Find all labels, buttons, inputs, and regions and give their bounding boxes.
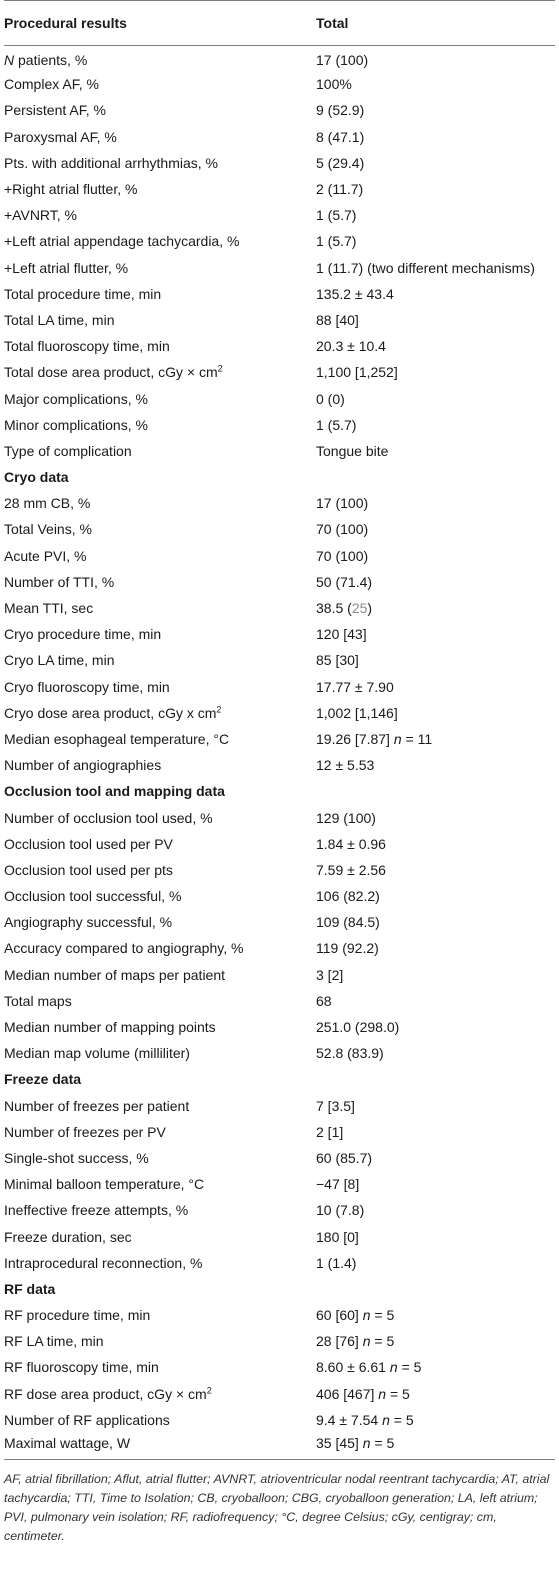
table-row bbox=[4, 124, 555, 150]
row-value: 2 [1] bbox=[316, 1123, 344, 1140]
section-title: Freeze data bbox=[4, 1071, 82, 1088]
row-label: Number of RF applications bbox=[4, 1411, 170, 1428]
row-value: 135.2 ± 43.4 bbox=[316, 285, 394, 302]
section-header-row bbox=[4, 1067, 555, 1093]
row-value: 8.60 ± 6.61 n = 5 bbox=[316, 1359, 422, 1376]
table-row bbox=[4, 700, 555, 726]
row-value: 50 (71.4) bbox=[316, 573, 373, 590]
row-value bbox=[316, 465, 555, 491]
row-label: Cryo LA time, min bbox=[4, 652, 115, 669]
row-label: N patients, % bbox=[4, 52, 88, 69]
row-label: 28 mm CB, % bbox=[4, 495, 91, 512]
row-label: Number of angiographies bbox=[4, 757, 162, 774]
row-label: Total maps bbox=[4, 992, 72, 1009]
header-total: Total bbox=[316, 1, 555, 46]
row-label: Total fluoroscopy time, min bbox=[4, 338, 170, 355]
table-row bbox=[4, 281, 555, 307]
row-label: +Right atrial flutter, % bbox=[4, 181, 138, 198]
row-value: 129 (100) bbox=[316, 809, 376, 826]
row-value: 70 (100) bbox=[316, 521, 369, 538]
row-value: 406 [467] n = 5 bbox=[316, 1385, 410, 1402]
table-row bbox=[4, 831, 555, 857]
row-value: 7.59 ± 2.56 bbox=[316, 861, 386, 878]
row-value: 1.84 ± 0.96 bbox=[316, 835, 386, 852]
section-header-row bbox=[4, 1276, 555, 1302]
table-row bbox=[4, 726, 555, 752]
row-label: Median map volume (milliliter) bbox=[4, 1045, 190, 1062]
table-row bbox=[4, 988, 555, 1014]
row-value: 106 (82.2) bbox=[316, 888, 380, 905]
row-value: 85 [30] bbox=[316, 652, 359, 669]
table-row bbox=[4, 595, 555, 621]
table-header-row bbox=[4, 1, 555, 46]
row-label: Total procedure time, min bbox=[4, 285, 162, 302]
row-value: 35 [45] n = 5 bbox=[316, 1433, 555, 1459]
section-title: RF data bbox=[4, 1280, 56, 1297]
row-label: Mean TTI, sec bbox=[4, 600, 94, 617]
row-value: 1,100 [1,252] bbox=[316, 364, 398, 381]
row-label: Cryo fluoroscopy time, min bbox=[4, 678, 170, 695]
header-procedural-results: Procedural results bbox=[4, 1, 316, 46]
row-label: Number of freezes per PV bbox=[4, 1123, 166, 1140]
row-label: RF LA time, min bbox=[4, 1333, 104, 1350]
row-value: Tongue bite bbox=[316, 442, 389, 459]
table-footnote: AF, atrial fibrillation; Aflut, atrial flutter; AVNRT, atrioventricular nodal reentrant tachycardia; AT, atrial tachycardia; TTI, Time to Isolation; CB, cryoballoon; CBG, cryoballoon generation; LA, left atrium; PVI, pulmonary vein isolation; RF, radiofrequency; °C, degree Celsius; cGy, centigray; cm, centimeter. bbox=[4, 1472, 550, 1544]
table-row bbox=[4, 46, 555, 72]
row-label: Cryo dose area product, cGy x $cm^2$ bbox=[4, 704, 222, 721]
row-value: 1 (5.7) bbox=[316, 416, 357, 433]
table-row bbox=[4, 229, 555, 255]
section-header-row bbox=[4, 465, 555, 491]
table-row bbox=[4, 72, 555, 98]
row-label: +Left atrial flutter, % bbox=[4, 259, 129, 276]
table-row bbox=[4, 962, 555, 988]
row-label: Number of freezes per patient bbox=[4, 1097, 190, 1114]
row-value: 2 (11.7) bbox=[316, 181, 364, 198]
row-label: Freeze duration, sec bbox=[4, 1228, 132, 1245]
row-label: Paroxysmal AF, % bbox=[4, 128, 117, 145]
row-value: 1 (11.7) (two different mechanisms) bbox=[316, 259, 535, 276]
table-row bbox=[4, 1145, 555, 1171]
table-row bbox=[4, 1093, 555, 1119]
table-row bbox=[4, 203, 555, 229]
row-value: 251.0 (298.0) bbox=[316, 1019, 400, 1036]
table-row bbox=[4, 1198, 555, 1224]
row-label: Occlusion tool used per PV bbox=[4, 835, 173, 852]
row-value: 17.77 ± 7.90 bbox=[316, 678, 394, 695]
procedural-results-table bbox=[4, 0, 555, 1460]
row-value: −47 [8] bbox=[316, 1176, 360, 1193]
row-label: Number of occlusion tool used, % bbox=[4, 809, 213, 826]
row-value: 119 (92.2) bbox=[316, 940, 379, 957]
table-row bbox=[4, 1407, 555, 1433]
row-label: Type of complication bbox=[4, 442, 132, 459]
row-label: Median number of mapping points bbox=[4, 1019, 216, 1036]
row-value: 109 (84.5) bbox=[316, 914, 380, 931]
row-label: Occlusion tool used per pts bbox=[4, 861, 173, 878]
row-label: Total dose area product, cGy × $cm^2$ bbox=[4, 363, 223, 381]
row-value: 88 [40] bbox=[316, 311, 359, 328]
row-label: +Left atrial appendage tachycardia, % bbox=[4, 233, 240, 250]
table-row bbox=[4, 360, 555, 386]
row-value: 28 [76] n = 5 bbox=[316, 1333, 395, 1350]
row-label: Accuracy compared to angiography, % bbox=[4, 940, 244, 957]
row-value: 17 (100) bbox=[316, 495, 369, 512]
row-value: 10 (7.8) bbox=[316, 1202, 365, 1219]
row-value: 100% bbox=[316, 76, 352, 93]
row-label: Median number of maps per patient bbox=[4, 966, 226, 983]
row-value: 1 (1.4) bbox=[316, 1254, 357, 1271]
row-value: 20.3 ± 10.4 bbox=[316, 338, 386, 355]
row-value bbox=[316, 779, 555, 805]
table-row bbox=[4, 491, 555, 517]
row-value: 60 (85.7) bbox=[316, 1149, 373, 1166]
row-label: Ineffective freeze attempts, % bbox=[4, 1202, 189, 1219]
table-row bbox=[4, 517, 555, 543]
table-row bbox=[4, 674, 555, 700]
row-value: 68 bbox=[316, 992, 332, 1009]
table-row bbox=[4, 1433, 555, 1459]
row-label: RF dose area product, cGy × $cm^2$ bbox=[4, 1385, 212, 1402]
row-value: 1 (5.7) bbox=[316, 233, 357, 250]
row-label: Acute PVI, % bbox=[4, 547, 87, 564]
row-label: Pts. with additional arrhythmias, % bbox=[4, 154, 218, 171]
row-value: 180 [0] bbox=[316, 1228, 359, 1245]
table-row bbox=[4, 1041, 555, 1067]
row-label: Single-shot success, % bbox=[4, 1149, 149, 1166]
row-value: 8 (47.1) bbox=[316, 128, 365, 145]
table-row bbox=[4, 884, 555, 910]
row-label: Total LA time, min bbox=[4, 311, 115, 328]
row-label: Cryo procedure time, min bbox=[4, 626, 162, 643]
table-row bbox=[4, 412, 555, 438]
table-row bbox=[4, 1303, 555, 1329]
row-label: Minimal balloon temperature, °C bbox=[4, 1176, 205, 1193]
table-row bbox=[4, 569, 555, 595]
table-row bbox=[4, 1329, 555, 1355]
row-label: Number of TTI, % bbox=[4, 573, 115, 590]
row-value: 70 (100) bbox=[316, 547, 369, 564]
row-label: Intraprocedural reconnection, % bbox=[4, 1254, 203, 1271]
table-row bbox=[4, 857, 555, 883]
row-label: Minor complications, % bbox=[4, 416, 148, 433]
row-value: 5 (29.4) bbox=[316, 154, 365, 171]
row-label: RF procedure time, min bbox=[4, 1307, 151, 1324]
row-label: Median esophageal temperature, °C bbox=[4, 730, 230, 747]
row-label: Angiography successful, % bbox=[4, 914, 173, 931]
row-value: 9.4 ± 7.54 n = 5 bbox=[316, 1411, 414, 1428]
table-row bbox=[4, 936, 555, 962]
row-label: Maximal wattage, W bbox=[4, 1433, 316, 1459]
row-value: 17 (100) bbox=[316, 52, 369, 69]
section-header-row bbox=[4, 779, 555, 805]
table-row bbox=[4, 1355, 555, 1381]
row-value: 60 [60] n = 5 bbox=[316, 1307, 395, 1324]
table-body bbox=[4, 46, 555, 1460]
row-label: Total Veins, % bbox=[4, 521, 92, 538]
table-row bbox=[4, 805, 555, 831]
table-row bbox=[4, 98, 555, 124]
row-value: 120 [43] bbox=[316, 626, 367, 643]
row-value: 7 [3.5] bbox=[316, 1097, 355, 1114]
row-label: Complex AF, % bbox=[4, 76, 99, 93]
table-row bbox=[4, 1119, 555, 1145]
table-row bbox=[4, 1224, 555, 1250]
row-value: 3 [2] bbox=[316, 966, 344, 983]
row-label: Persistent AF, % bbox=[4, 102, 106, 119]
table-row bbox=[4, 648, 555, 674]
table-row bbox=[4, 622, 555, 648]
row-label: +AVNRT, % bbox=[4, 207, 78, 224]
row-value: 38.5 (25) bbox=[316, 600, 373, 617]
row-value: 1,002 [1,146] bbox=[316, 704, 398, 721]
section-title: Cryo data bbox=[4, 469, 69, 486]
row-value: 0 (0) bbox=[316, 390, 345, 407]
row-label: Occlusion tool successful, % bbox=[4, 888, 182, 905]
row-value: 52.8 (83.9) bbox=[316, 1045, 384, 1062]
table-row bbox=[4, 307, 555, 333]
row-value bbox=[316, 1276, 555, 1302]
table-row bbox=[4, 334, 555, 360]
table-row bbox=[4, 753, 555, 779]
row-value bbox=[316, 1067, 555, 1093]
row-label: Major complications, % bbox=[4, 390, 148, 407]
table-row bbox=[4, 438, 555, 464]
table-row bbox=[4, 1250, 555, 1276]
table-row bbox=[4, 176, 555, 202]
row-value: 12 ± 5.53 bbox=[316, 757, 375, 774]
table-row bbox=[4, 386, 555, 412]
row-label: RF fluoroscopy time, min bbox=[4, 1359, 159, 1376]
row-value: 9 (52.9) bbox=[316, 102, 365, 119]
row-value: 1 (5.7) bbox=[316, 207, 357, 224]
section-title: Occlusion tool and mapping data bbox=[4, 783, 225, 800]
row-value: 19.26 [7.87] n = 11 bbox=[316, 730, 433, 747]
table-row bbox=[4, 543, 555, 569]
table-row bbox=[4, 1014, 555, 1040]
table-row bbox=[4, 255, 555, 281]
table-row bbox=[4, 1172, 555, 1198]
table-row bbox=[4, 1381, 555, 1407]
table-row bbox=[4, 910, 555, 936]
table-row bbox=[4, 150, 555, 176]
